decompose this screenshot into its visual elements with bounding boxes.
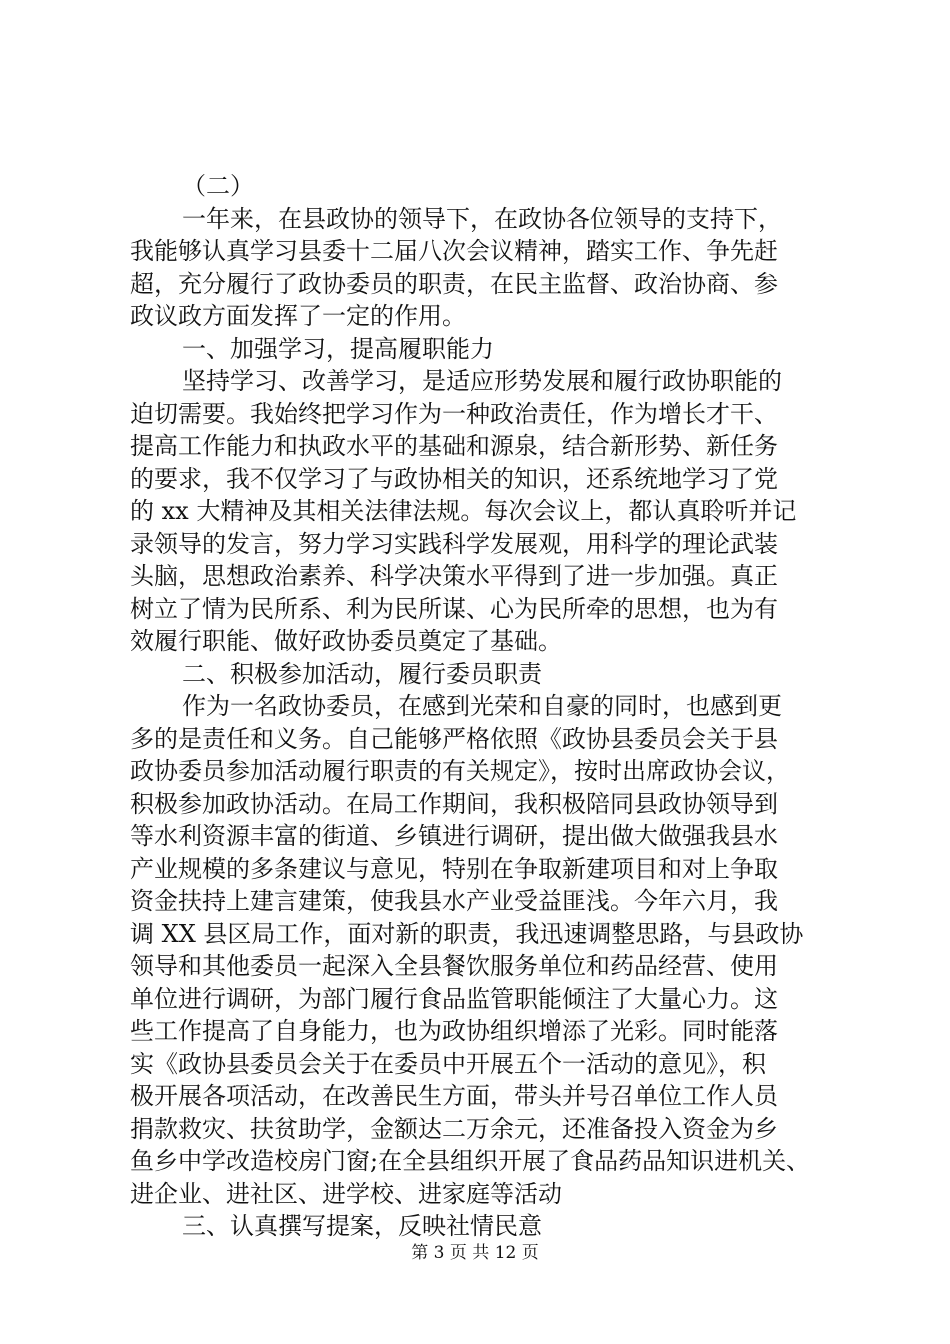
paragraph-line: 进企业、进社区、进学校、进家庭等活动 — [130, 1179, 562, 1208]
paragraph-line: 树立了情为民所系、利为民所谋、心为民所牵的思想，也为有 — [130, 594, 778, 623]
paragraph-line: 头脑，思想政治素养、科学决策水平得到了进一步加强。真正 — [130, 562, 778, 590]
paragraph-line: 鱼乡中学改造校房门窗;在全县组织开展了食品药品知识进机关、 — [130, 1147, 811, 1175]
paragraph-line: 的要求，我不仅学习了与政协相关的知识，还系统地学习了党 — [130, 464, 778, 493]
page-footer: 第 3 页 共 12 页 — [411, 1243, 539, 1263]
paragraph-line: 录领导的发言，努力学习实践科学发展观，用科学的理论武装 — [130, 529, 778, 558]
paragraph-line: 极开展各项活动，在改善民生方面，带头并号召单位工作人员 — [130, 1082, 778, 1110]
paragraph-line: 领导和其他委员一起深入全县餐饮服务单位和药品经营、使用 — [130, 952, 778, 980]
paragraph-line: 提高工作能力和执政水平的基础和源泉，结合新形势、新任务 — [130, 432, 778, 460]
paragraph-line: 政议政方面发挥了一定的作用。 — [130, 302, 466, 330]
paragraph-line: 积极参加政协活动。在局工作期间，我积极陪同县政协领导到 — [130, 789, 778, 818]
section-marker: （二） — [182, 172, 254, 200]
paragraph-line: 等水利资源丰富的街道、乡镇进行调研，提出做大做强我县水 — [130, 822, 778, 850]
paragraph-line: 实《政协县委员会关于在委员中开展五个一活动的意见》，积 — [130, 1049, 766, 1078]
section-heading: 三、认真撰写提案，反映社情民意 — [182, 1212, 542, 1240]
paragraph-line: 多的是责任和义务。自己能够严格依照《政协县委员会关于县 — [130, 724, 778, 753]
paragraph-line: 效履行职能、做好政协委员奠定了基础。 — [130, 627, 562, 655]
section-heading: 一、加强学习，提高履职能力 — [182, 334, 494, 363]
paragraph-line: 坚持学习、改善学习，是适应形势发展和履行政协职能的 — [182, 367, 782, 395]
paragraph-line: 我能够认真学习县委十二届八次会议精神，踏实工作、争先赶 — [130, 237, 778, 265]
paragraph-line: 单位进行调研，为部门履行食品监管职能倾注了大量心力。这 — [130, 984, 778, 1013]
paragraph-line: 资金扶持上建言建策，使我县水产业受益匪浅。今年六月，我 — [130, 887, 778, 915]
paragraph-line: 的 xx 大精神及其相关法律法规。每次会议上，都认真聆听并记 — [130, 497, 797, 525]
paragraph-line: 政协委员参加活动履行职责的有关规定》，按时出席政协会议， — [130, 757, 790, 785]
paragraph-line: 些工作提高了自身能力，也为政协组织增添了光彩。同时能落 — [130, 1017, 778, 1045]
paragraph-line: 超，充分履行了政协委员的职责，在民主监督、政治协商、参 — [130, 269, 778, 298]
paragraph-line: 捐款救灾、扶贫助学，金额达二万余元，还准备投入资金为乡 — [130, 1114, 778, 1143]
section-heading: 二、积极参加活动，履行委员职责 — [182, 659, 542, 688]
paragraph-line: 作为一名政协委员，在感到光荣和自豪的同时，也感到更 — [182, 692, 782, 720]
document-body — [130, 170, 838, 1243]
paragraph-line: 迫切需要。我始终把学习作为一种政治责任，作为增长才干、 — [130, 399, 778, 428]
paragraph-line: 产业规模的多条建议与意见，特别在争取新建项目和对上争取 — [130, 854, 778, 883]
paragraph-line: 调 XX 县区局工作，面对新的职责，我迅速调整思路，与县政协 — [130, 919, 804, 948]
paragraph-line: 一年来，在县政协的领导下，在政协各位领导的支持下， — [182, 204, 782, 233]
